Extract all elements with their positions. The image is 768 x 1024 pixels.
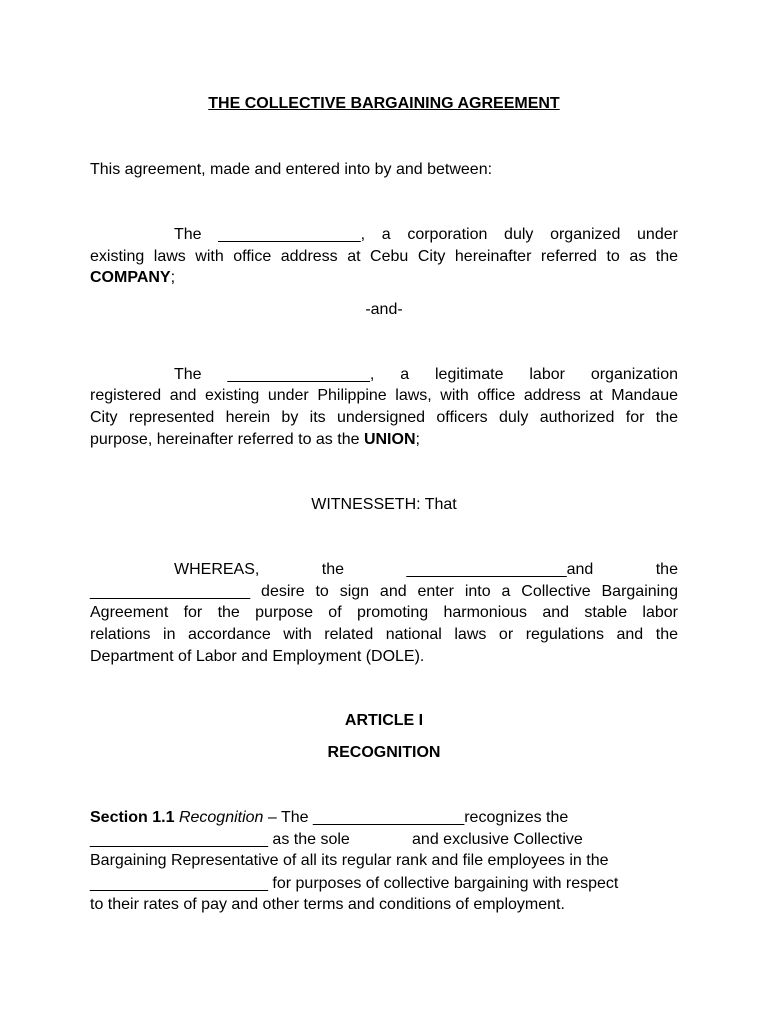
- intro-paragraph: This agreement, made and entered into by and between:: [90, 161, 493, 178]
- section-line-4: ____________________ for purposes of collective bargaining with respect: [90, 875, 619, 892]
- union-term: UNION: [363, 431, 416, 448]
- section-line-5: to their rates of pay and other terms and conditions of employment.: [90, 896, 565, 913]
- union-line-1: The ________________, a legitimate labor organization: [174, 366, 678, 383]
- whereas-line-3: Agreement for the purpose of promoting harmonious and stable labor: [90, 604, 678, 621]
- company-line-2: existing laws with office address at Cebu City hereinafter referred to as the: [90, 248, 678, 265]
- article-heading: RECOGNITION: [327, 744, 441, 761]
- whereas-line-2: __________________ desire to sign and enter into a Collective Bargaining: [90, 583, 678, 600]
- whereas-line-1: WHEREAS, the __________________and the: [174, 561, 678, 578]
- company-line-3: COMPANY;: [90, 269, 176, 286]
- whereas-line-5: Department of Labor and Employment (DOLE).: [90, 648, 425, 665]
- union-line-4: purpose, hereinafter referred to as the UNION;: [90, 431, 420, 448]
- section-line-1: Section 1.1 Recognition – The _________________recognizes the: [90, 809, 569, 826]
- union-line-2: registered and existing under Philippine laws, with office address at Mandaue: [90, 387, 678, 404]
- section-line-2: ____________________ as the sole and exclusive Collective: [90, 831, 583, 848]
- whereas-line-4: relations in accordance with related national laws or regulations and the: [90, 626, 678, 643]
- union-line-3: City represented herein by its undersigned officers duly authorized for the: [90, 409, 678, 426]
- section-title: Recognition: [178, 809, 264, 826]
- section-line-3: Bargaining Representative of all its regular rank and file employees in the: [90, 852, 609, 869]
- company-term: COMPANY: [90, 269, 171, 286]
- and-separator: -and-: [365, 301, 403, 318]
- witnesseth-heading: WITNESSETH: That: [311, 496, 457, 513]
- company-line-1: The ________________, a corporation duly organized under: [174, 226, 678, 243]
- article-number: ARTICLE I: [344, 712, 424, 729]
- document-title: THE COLLECTIVE BARGAINING AGREEMENT: [208, 95, 560, 112]
- section-label: Section 1.1: [90, 809, 175, 826]
